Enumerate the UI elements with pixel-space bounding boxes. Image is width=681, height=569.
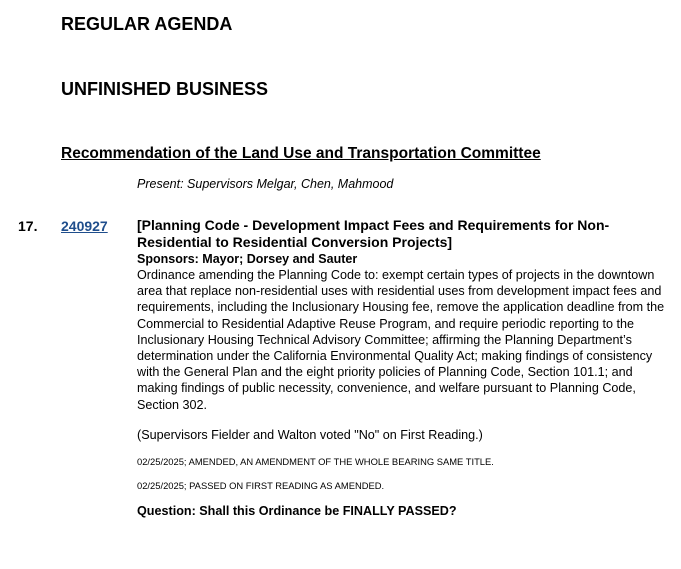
vote-note: (Supervisors Fielder and Walton voted "No" on First Reading.) bbox=[137, 427, 483, 442]
item-description: Ordinance amending the Planning Code to: exempt certain types of projects in the downtown area that replace non-residential uses with residential uses from development impact fees and requirements, including the Inclusionary Housing fee, remove the application deadline from the Commercial to Residential Adaptive Reuse Program, and require periodic reporting to the Inclusionary Housing Technical Advisory Committee; affirming the Planning Department’s determination under the California Environmental Quality Act; making findings of consistency with the General Plan and the eight priority policies of Planning Code, Section 101.1; and making findings of public necessity, convenience, and welfare pursuant to Planning Code, Section 302. bbox=[137, 268, 665, 412]
item-title: [Planning Code - Development Impact Fees and Requirements for Non-Residential to Residential Conversion Projects] bbox=[137, 217, 610, 250]
members-present: Present: Supervisors Melgar, Chen, Mahmood bbox=[137, 177, 394, 191]
item-number: 17. bbox=[18, 218, 38, 234]
agenda-item-body bbox=[137, 217, 672, 519]
question: Question: Shall this Ordinance be FINALLY PASSED? bbox=[137, 503, 457, 518]
unfinished-business-heading: UNFINISHED BUSINESS bbox=[61, 79, 269, 99]
action-history-entry: 02/25/2025; PASSED ON FIRST READING AS AMENDED. bbox=[137, 479, 385, 491]
item-sponsors: Sponsors: Mayor; Dorsey and Sauter bbox=[137, 252, 358, 266]
committee-recommendation-heading: Recommendation of the Land Use and Transportation Committee bbox=[61, 145, 541, 162]
regular-agenda-heading: REGULAR AGENDA bbox=[61, 14, 233, 34]
action-history-entry: 02/25/2025; AMENDED, AN AMENDMENT OF THE WHOLE BEARING SAME TITLE. bbox=[137, 455, 494, 467]
file-number-link[interactable]: 240927 bbox=[61, 218, 108, 234]
